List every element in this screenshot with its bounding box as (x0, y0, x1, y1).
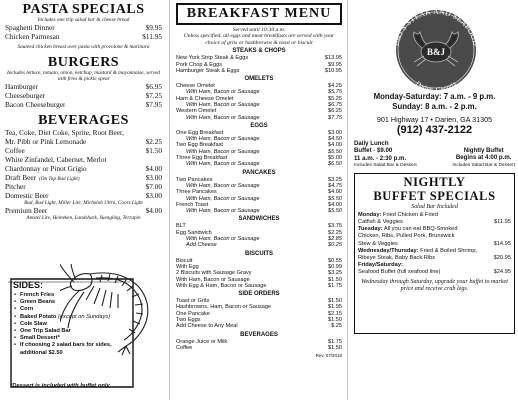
breakfast-subtitle: Unless specified, all eggs and meat breakfasts are served with your choice of grits or hashbrowns & toast or biscuit (183, 33, 335, 46)
item-price: $1.95 (328, 304, 342, 311)
side-item: • Corn (14, 306, 114, 313)
item-price: $2.25 (145, 137, 162, 147)
restaurant-logo (354, 2, 515, 90)
item-name: With Ham, Bacon or Sausage (186, 161, 260, 168)
item-price: $7.25 (145, 91, 162, 101)
item-price: $10.95 (324, 67, 342, 74)
item-price: $13.95 (324, 55, 342, 62)
item-name: Coffee (5, 146, 25, 156)
item-price: $2.25 (328, 229, 342, 236)
item-name: Biscuit (176, 257, 193, 264)
item-name: Orange Juice or Milk (176, 338, 228, 345)
breakfast-category: BISCUITS (244, 250, 273, 257)
item-price: $4.75 (328, 182, 342, 189)
item-price: $4.00 (145, 206, 162, 216)
item-price: $1.50 (328, 344, 342, 351)
premium-beer-note: Amstel Lite, Heineken, Landshark, Yuengling, Terrapin (26, 215, 141, 222)
special-friday-price: Seafood Buffet (full seafood line) $24.95 (358, 268, 511, 275)
item-price: $6.25 (328, 108, 342, 115)
item-name: Western Omelet (176, 108, 217, 115)
right-panel (350, 0, 518, 400)
address: 901 Highway 17 • Darien, GA 31305 (376, 115, 493, 124)
logo-monogram: B&J (427, 47, 445, 57)
middle-panel (172, 0, 344, 400)
item-price: $6.95 (145, 82, 162, 92)
item-name: Chardonnay or Pinot Grigio (5, 164, 87, 174)
menu-item (5, 173, 162, 182)
item-name: With Ham, Bacon or Sausage (186, 114, 260, 121)
item-price: $0.25 (328, 242, 342, 249)
item-price: $2.15 (328, 310, 342, 317)
breakfast-category: SIDE ORDERS (238, 291, 280, 298)
daily-lunch-info (354, 140, 417, 169)
draft-beer-note: (On Tap Bud Light) (39, 176, 80, 183)
special-friday: Friday/Saturday: (358, 261, 403, 268)
breakfast-category: STEAKS & CHOPS (232, 48, 286, 55)
item-price: $1.50 (328, 317, 342, 324)
item-name: One Egg Breakfast (176, 129, 224, 136)
item-price: $3.00 (145, 173, 162, 183)
breakfast-title: BREAKFAST MENU (176, 3, 342, 25)
menu-item (5, 32, 162, 41)
item-name: One Pancake (176, 310, 210, 317)
item-name: Coffee (176, 344, 193, 351)
item-price: $0.55 (328, 257, 342, 264)
special-wednesday-price: Ribeye Steak, Baby Back Ribs $20.95 (358, 254, 511, 261)
item-price: $3.25 (328, 176, 342, 183)
item-name: Two Pancakes (176, 176, 213, 183)
item-name: Pork Chop & Eggs (176, 61, 223, 68)
burgers-note: Includes lettuce, tomato, onion, ketchup, mustard & mayonnaise, served with fries & pickle spear (7, 70, 160, 83)
item-name: Two Egg Breakfast (176, 142, 223, 149)
fold-line-left (169, 0, 170, 400)
item-price: $1.50 (328, 298, 342, 305)
side-item: • If choosing 2 salad bars for sides, additional $2.50 (14, 342, 114, 356)
side-item: • Small Dessert* (14, 335, 114, 342)
item-price: $7.95 (145, 100, 162, 110)
item-name: With Ham, Bacon or Sausage (186, 182, 260, 189)
special-tuesday-line2: Chicken, Ribs, Pulled Pork, Brunswick (358, 233, 455, 240)
specials-title-1: NIGHTLY (403, 175, 466, 190)
logo-name: B&J'S STEAK AND SEAFOOD (391, 6, 481, 47)
nightly-buffet-title: Nightly Buffet (463, 147, 504, 154)
baked-potato-note: (except on Sundays) (57, 313, 111, 320)
beverages-list (5, 128, 162, 200)
item-name: Hashbrowns, Ham, Bacon or Sausage (176, 304, 272, 311)
menu-item (5, 146, 162, 155)
specials-footer: Wednesday through Saturday, upgrade your buffet to market price and receive crab legs. (361, 279, 508, 293)
item-name: Chicken Parmesan (5, 32, 60, 42)
item-price: $4.00 (145, 164, 162, 174)
beverages-heading: BEVERAGES (38, 113, 129, 129)
fold-line-right (347, 0, 348, 400)
hours-weekday: Monday-Saturday: 7 a.m. - 9 p.m. (373, 92, 496, 101)
shrimp-illustration-icon (57, 264, 166, 356)
nightly-specials-box (354, 173, 515, 334)
item-price: $4.00 (328, 189, 342, 196)
breakfast-sections (176, 48, 342, 351)
item-price: $4.50 (328, 136, 342, 143)
side-item: • Baked Potato (except on Sundays) (14, 314, 114, 321)
daily-lunch-note: Includes Salad Bar & Dessert (354, 162, 417, 168)
item-name: With Ham, Bacon or Sausage (186, 236, 260, 243)
item-name: Tea, Coke, Diet Coke, Sprite, Root Beer, (5, 128, 124, 138)
menu-item (176, 68, 342, 74)
item-name: Cheese Omelet (176, 83, 215, 90)
menu-item (5, 191, 162, 200)
crab-logo-icon (354, 2, 518, 90)
item-name: BLT (176, 223, 186, 230)
item-name: With Ham, Bacon or Sausage (176, 276, 250, 283)
item-price: $5.50 (328, 208, 342, 215)
item-name: Draft Beer (5, 173, 36, 183)
menu-item (5, 155, 162, 164)
item-name: With Egg (176, 263, 199, 270)
specials-included: Salad Bar Included (411, 204, 458, 211)
item-name: Spaghetti Dinner (5, 23, 55, 33)
item-price: $4.00 (328, 142, 342, 149)
burgers-heading: BURGERS (47, 55, 120, 71)
specials-title-2: BUFFET SPECIALS (373, 188, 496, 203)
pasta-note: Includes one trip salad bar & cheese bread (37, 17, 130, 23)
menu-item (5, 137, 162, 146)
item-price: $3.00 (145, 191, 162, 201)
item-price: $4.00 (328, 201, 342, 208)
menu-item (176, 208, 342, 214)
menu-item (176, 242, 342, 248)
breakfast-category: EGGS (250, 122, 268, 129)
item-name: Add Cheese to Any Meal (176, 323, 238, 330)
item-price: $7.75 (328, 114, 342, 121)
item-name: Two Eggs (176, 317, 201, 324)
item-price: $9.95 (328, 61, 342, 68)
item-name: Mr. Pibb or Pink Lemonade (5, 137, 87, 147)
special-tuesday: Tuesday: All you can eat BBQ-Smoked (358, 226, 458, 233)
menu-item (176, 283, 342, 289)
special-monday-price: Catfish & Veggies $11.95 (358, 219, 511, 226)
item-name: Three Pancakes (176, 189, 217, 196)
item-price: $6.50 (328, 161, 342, 168)
item-price: $5.25 (328, 95, 342, 102)
menu-item (176, 323, 342, 329)
item-name: With Ham, Bacon or Sausage (186, 136, 260, 143)
menu-item (5, 206, 162, 215)
pasta-footnote: Sauteed chicken breast over pasta with provolone & marinara (17, 44, 150, 51)
item-price: $1.75 (328, 282, 342, 289)
item-name: Hamburger (5, 82, 39, 92)
item-price: $5.50 (328, 148, 342, 155)
item-name: Premium Beer (5, 206, 48, 216)
item-name: With Ham, Bacon or Sausage (186, 195, 260, 202)
side-item: • One Trip Salad Bar (14, 328, 114, 335)
item-name: With Ham, Bacon or Sausage (186, 208, 260, 215)
item-name: With Ham, Bacon or Sausage (186, 148, 260, 155)
item-price: $3.00 (328, 129, 342, 136)
item-price: $6.75 (328, 102, 342, 108)
sides-footer: *Dessert is included with buffet only (10, 383, 110, 389)
menu-item (5, 128, 162, 137)
item-price: $4.25 (328, 83, 342, 90)
item-price: $5.50 (328, 195, 342, 202)
side-item: • Cole Slaw (14, 321, 114, 328)
phone-number: (912) 437-2122 (396, 124, 473, 136)
domestic-beer-note: Bud, Bud Light, Miller Lite, Michelob Ultra, Coors Light (24, 200, 143, 207)
item-price: $3.25 (328, 270, 342, 277)
item-price: $7.00 (145, 182, 162, 192)
menu-item (5, 82, 162, 91)
item-price: $1.75 (328, 338, 342, 345)
item-name: With Ham, Bacon or Sausage (186, 102, 260, 108)
item-name: 2 Biscuits with Sausage Gravy (176, 270, 252, 277)
nightly-buffet-info (452, 140, 515, 169)
menu-item (176, 115, 342, 121)
menu-item (5, 91, 162, 100)
breakfast-category: OMELETS (244, 76, 274, 83)
item-name: Pitcher (5, 182, 26, 192)
item-price: $11.95 (142, 32, 162, 42)
item-name: Hamburger Steak & Eggs (176, 67, 240, 74)
item-name: Ham & Cheese Omelet (176, 95, 234, 102)
daily-lunch-time: 11 a.m. - 2:30 p.m. (354, 154, 407, 162)
sides-heading: SIDES: (13, 280, 44, 290)
item-name: New York Strip Steak & Eggs (176, 55, 249, 62)
item-price: $2.85 (328, 236, 342, 243)
pasta-heading: PASTA SPECIALS (22, 2, 145, 17)
menu-item (5, 100, 162, 109)
menu-item (176, 161, 342, 167)
menu-item (5, 164, 162, 173)
breakfast-category: BEVERAGES (240, 331, 278, 338)
breakfast-category: SANDWICHES (238, 216, 280, 223)
item-price: $5.00 (328, 155, 342, 162)
daily-lunch-title: Daily Lunch (354, 140, 389, 147)
revision-note: Rev. 07/2018 (315, 353, 342, 359)
side-item: • Green Beans (14, 299, 114, 306)
item-name: With Ham, Bacon or Sausage (186, 89, 260, 96)
item-name: Toast or Grits (176, 298, 210, 305)
item-name: Egg Sandwich (176, 229, 212, 236)
item-price: $1.50 (328, 276, 342, 283)
hours-sunday: Sunday: 8 a.m. - 2 p.m. (392, 102, 477, 111)
item-price: $3.75 (328, 223, 342, 230)
item-price: $5.75 (328, 89, 342, 96)
item-name: Add Cheese (186, 242, 217, 249)
item-name: With Egg & Ham, Bacon or Sausage (176, 282, 267, 289)
item-name: Cheeseburger (5, 91, 45, 101)
item-name: Domestic Beer (5, 191, 49, 201)
item-name: French Toast (176, 201, 209, 208)
menu-item (176, 345, 342, 351)
side-item: • French Fries (14, 292, 114, 299)
item-price: $1.50 (145, 146, 162, 156)
nightly-buffet-note: Includes Salad Bar & Dessert (452, 162, 515, 168)
special-wednesday: Wednesday/Thursday: Fried & Boiled Shrimp, (358, 247, 478, 254)
item-price: $.25 (331, 323, 342, 330)
item-name: Bacon Cheeseburger (5, 100, 66, 110)
menu-item (5, 182, 162, 191)
special-monday: Monday: Fried Chicken & Fried (358, 212, 438, 219)
pasta-list (5, 23, 162, 41)
nightly-buffet-time: Begins at 4:00 p.m. (455, 154, 512, 162)
daily-lunch-price: Buffet - $9.00 (354, 147, 393, 155)
item-name: White Zinfandel, Cabernet, Merlot (5, 155, 107, 165)
item-price: $0.99 (328, 263, 342, 270)
breakfast-served: Served until 10:30 a.m. (232, 27, 286, 33)
logo-location: Darien, Georgia (414, 79, 458, 90)
item-price: $9.95 (145, 23, 162, 33)
buffet-times (354, 140, 515, 169)
special-tuesday-price: Stew & Veggies $14.95 (358, 240, 511, 247)
item-name: Three Egg Breakfast (176, 155, 228, 162)
breakfast-category: PANCAKES (242, 169, 276, 176)
burgers-list (5, 82, 162, 109)
menu-item (5, 23, 162, 32)
